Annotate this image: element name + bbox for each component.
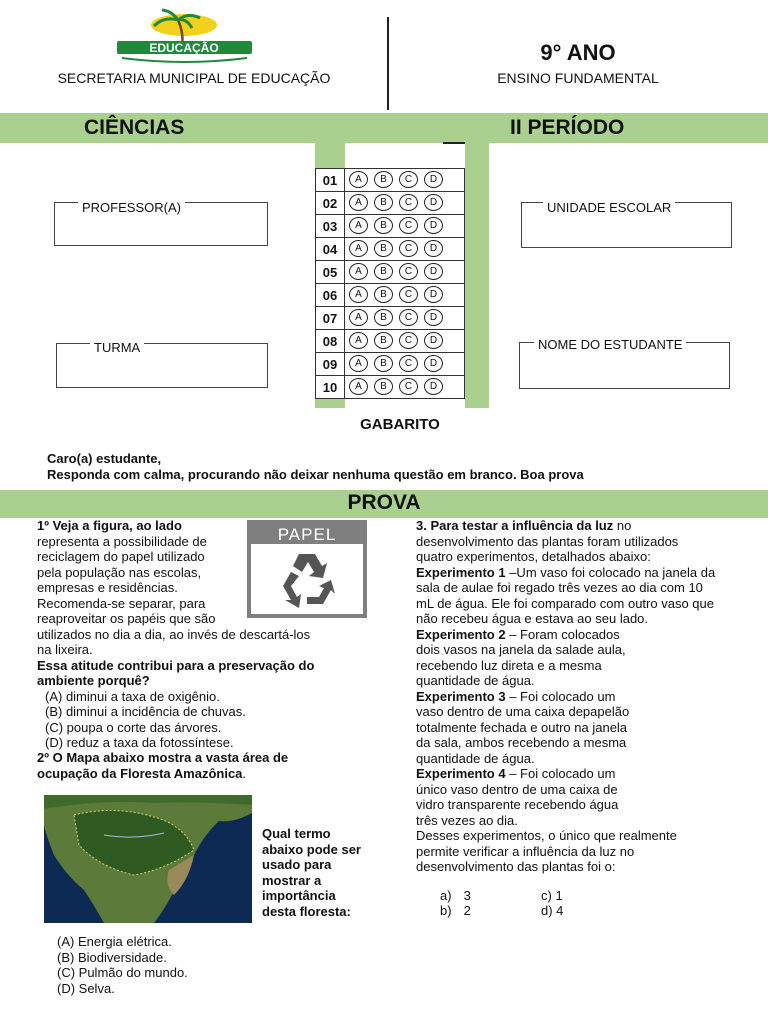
answer-row (316, 169, 465, 192)
q2-option-d[interactable]: (D) Selva. (57, 980, 115, 996)
q3-experiment-2-label: Experimento 2 (416, 626, 506, 642)
q3-conclusion-line: Desses experimentos, o único que realmente (416, 828, 677, 843)
answer-row-number: 05 (316, 261, 345, 284)
q3-experiment-1-line: sala de aulae foi regado três vezes ao dia com 10 (416, 580, 703, 595)
answer-bubble-b[interactable]: B (374, 240, 393, 257)
answer-bubble-c[interactable]: C (399, 240, 418, 257)
q3-experiment-4-line: único vaso dentro de uma caixa de (416, 781, 618, 797)
paper-label: PAPEL (277, 525, 337, 544)
greeting-line-1: Caro(a) estudante, (47, 451, 162, 466)
q2-option-a[interactable]: (A) Energia elétrica. (57, 934, 172, 949)
q2-side-line: mostrar a (262, 872, 322, 888)
q1-title: 1º Veja a figura, ao lado (37, 518, 182, 533)
answer-bubble-c[interactable]: C (399, 332, 418, 349)
student-name-label: NOME DO ESTUDANTE (534, 337, 686, 352)
answer-bubble-a[interactable]: A (349, 286, 368, 303)
q3-option-d[interactable]: d) 4 (541, 903, 564, 918)
period-underline (443, 142, 465, 144)
answer-bubble-d[interactable]: D (424, 332, 443, 349)
q1-text-line: representa a possibilidade de (37, 533, 207, 549)
q3-experiment-1-line: mL de água. Ele foi comparado com outro vaso que (416, 595, 714, 611)
answer-bubble-a[interactable]: A (349, 355, 368, 372)
answer-row-number: 07 (316, 307, 345, 330)
answer-bubble-d[interactable]: D (424, 171, 443, 188)
q1-option-c[interactable]: (C) poupa o corte das árvores. (45, 719, 222, 735)
answer-options (345, 169, 465, 192)
q2-title-line-1: 2º O Mapa abaixo mostra a vasta área de (37, 750, 289, 765)
q3-experiment-3-line: da sala, ambos recebendo a mesma (416, 735, 627, 750)
q1-option-d[interactable]: (D) reduz a taxa da fotossíntese. (45, 735, 234, 750)
answer-bubble-c[interactable]: C (399, 378, 418, 395)
answer-bubble-b[interactable]: B (374, 355, 393, 372)
answer-bubble-d[interactable]: D (424, 309, 443, 326)
answer-row-number: 03 (316, 215, 345, 238)
q1-text-line: na lixeira. (37, 642, 93, 657)
answer-bubble-d[interactable]: D (424, 263, 443, 280)
answer-row-number: 01 (316, 169, 345, 192)
q1-text-line: reaproveitar os papéis que são (37, 611, 216, 626)
q3-option-c[interactable]: c) 1 (541, 888, 563, 903)
q3-experiment-1-text: –Um vaso foi colocado na janela da (505, 564, 716, 580)
answer-row (316, 261, 465, 284)
answer-bubble-b[interactable]: B (374, 194, 393, 211)
q3-experiment-3-line: quantidade de água. (416, 750, 535, 766)
q3-option-a-value: 3 (463, 888, 471, 903)
q3-conclusion-line: permite verificar a influência da luz no (416, 843, 635, 859)
answer-bubble-a[interactable]: A (349, 378, 368, 395)
q3-experiment-4-line: vidro transparente recebendo água (416, 797, 619, 812)
answer-bubble-a[interactable]: A (349, 263, 368, 280)
answer-bubble-a[interactable]: A (349, 309, 368, 326)
answer-options (345, 238, 465, 261)
q2-side-question (262, 826, 382, 919)
unidade-escolar-label: UNIDADE ESCOLAR (543, 200, 675, 215)
answer-bubble-b[interactable]: B (374, 378, 393, 395)
q3-experiment-3-line: totalmente fechada e outro na janela (416, 719, 628, 735)
q3-intro-line: quatro experimentos, detalhados abaixo: (416, 549, 651, 564)
answer-options (345, 307, 465, 330)
answer-row-number: 10 (316, 376, 345, 399)
q3-experiment-4-line: três vezes ao dia. (416, 812, 518, 828)
secretaria-name: SECRETARIA MUNICIPAL DE EDUCAÇÃO (57, 70, 331, 86)
answer-bubble-b[interactable]: B (374, 217, 393, 234)
answer-bubble-b[interactable]: B (374, 309, 393, 326)
greeting (47, 451, 584, 483)
answer-options (345, 353, 465, 376)
answer-bubble-b[interactable]: B (374, 332, 393, 349)
paper-recycling-image (247, 520, 367, 618)
answer-bubble-a[interactable]: A (349, 171, 368, 188)
answer-row (316, 307, 465, 330)
greeting-line-2: Responda com calma, procurando não deixar nenhuma questão em branco. Boa prova (47, 467, 584, 482)
q3-experiment-3-line: vaso dentro de uma caixa depapelão (416, 704, 630, 719)
q3-experiment-1-label: Experimento 1 (416, 564, 506, 580)
q2-options (57, 934, 257, 996)
answer-options (345, 261, 465, 284)
answer-bubble-c[interactable]: C (399, 286, 418, 303)
answer-bubble-c[interactable]: C (399, 355, 418, 372)
q1-text-line: utilizados no dia a dia, ao invés de descartá-los (37, 626, 311, 642)
question-3 (416, 518, 746, 875)
answer-row-number: 06 (316, 284, 345, 307)
answer-row-number: 04 (316, 238, 345, 261)
turma-field[interactable] (56, 343, 268, 388)
q3-experiment-2-text: – Foram colocados (505, 626, 620, 642)
q2-title-period: . (242, 765, 247, 781)
q3-experiment-4-label: Experimento 4 (416, 766, 506, 781)
q3-experiment-2-line: quantidade de água. (416, 673, 535, 688)
education-level: ENSINO FUNDAMENTAL (497, 70, 659, 86)
answer-row-number: 09 (316, 353, 345, 376)
answer-options (345, 192, 465, 215)
answer-bubble-d[interactable]: D (424, 217, 443, 234)
answer-bubble-c[interactable]: C (399, 171, 418, 188)
answer-row (316, 376, 465, 399)
grade-title: 9° ANO (540, 40, 616, 65)
answer-bubble-b[interactable]: B (374, 171, 393, 188)
exam-title: PROVA (347, 491, 421, 514)
q3-title-rest: no (613, 518, 632, 533)
q2-side-line: desta floresta: (262, 903, 351, 919)
answer-bubble-c[interactable]: C (399, 263, 418, 280)
q3-experiment-1-line: não recebeu água e estava ao seu lado. (416, 611, 649, 626)
q3-experiment-2-line: recebendo luz direta e a mesma (416, 657, 602, 673)
q1-text-line: reciclagem do papel utilizado (37, 549, 205, 564)
logo-text: EDUCAÇÃO (149, 41, 219, 55)
answer-bubble-b[interactable]: B (374, 263, 393, 280)
answer-grid (315, 168, 465, 399)
q1-question: Essa atitude contribui para a preservação do (37, 657, 315, 673)
answer-bubble-c[interactable]: C (399, 309, 418, 326)
q2-side-line: importância (262, 888, 336, 903)
question-2-title (37, 750, 377, 781)
answer-options (345, 215, 465, 238)
answer-bubble-d[interactable]: D (424, 194, 443, 211)
q2-side-line: abaixo pode ser (262, 841, 361, 857)
answer-row-number: 02 (316, 192, 345, 215)
answer-bubble-a[interactable]: A (349, 332, 368, 349)
q3-intro-line: desenvolvimento das plantas foram utilizados (416, 533, 679, 549)
q3-title: 3. Para testar a influência da luz (416, 518, 614, 533)
answer-bubble-d[interactable]: D (424, 378, 443, 395)
q1-text-line: pela população nas escolas, (37, 564, 202, 580)
answer-row-number: 08 (316, 330, 345, 353)
answer-grid-title: GABARITO (360, 416, 440, 433)
professor-label: PROFESSOR(A) (78, 200, 185, 215)
grid-frame-right (465, 143, 489, 408)
q3-option-a-letter: a) (440, 888, 452, 903)
answer-bubble-d[interactable]: D (424, 240, 443, 257)
q3-option-b-letter: b) (440, 903, 452, 918)
answer-options (345, 376, 465, 399)
answer-row (316, 353, 465, 376)
subject-title: CIÊNCIAS (84, 116, 185, 139)
amazon-satellite-map (44, 795, 252, 923)
q1-text-line: Recomenda-se separar, para (37, 595, 206, 611)
q1-option-b[interactable]: (B) diminui a incidência de chuvas. (45, 704, 246, 719)
answer-bubble-a[interactable]: A (349, 240, 368, 257)
answer-row (316, 238, 465, 261)
answer-bubble-d[interactable]: D (424, 286, 443, 303)
q3-experiment-2-line: dois vasos na janela da salade aula, (416, 642, 626, 657)
answer-bubble-b[interactable]: B (374, 286, 393, 303)
q3-option-b-value: 2 (463, 903, 471, 918)
q2-side-line: usado para (262, 857, 332, 872)
q2-option-c[interactable]: (C) Pulmão do mundo. (57, 965, 188, 980)
q1-text-line: empresas e residências. (37, 580, 178, 595)
secretaria-logo (112, 8, 257, 66)
q2-side-line: Qual termo (262, 826, 331, 841)
q3-experiment-4-text: – Foi colocado um (505, 766, 616, 781)
answer-options (345, 330, 465, 353)
answer-bubble-c[interactable]: C (399, 194, 418, 211)
answer-bubble-d[interactable]: D (424, 355, 443, 372)
q3-experiment-3-label: Experimento 3 (416, 688, 506, 704)
q1-option-a[interactable]: (A) diminui a taxa de oxigênio. (45, 688, 220, 704)
q3-experiment-3-text: – Foi colocado um (505, 688, 616, 704)
answer-row (316, 284, 465, 307)
answer-row (316, 215, 465, 238)
answer-bubble-a[interactable]: A (349, 217, 368, 234)
turma-label: TURMA (90, 340, 144, 355)
q1-question: ambiente porquê? (37, 673, 150, 688)
answer-options (345, 284, 465, 307)
q2-option-b[interactable]: (B) Biodiversidade. (57, 949, 167, 965)
period-title: II PERÍODO (510, 116, 625, 139)
answer-row (316, 330, 465, 353)
answer-bubble-a[interactable]: A (349, 194, 368, 211)
q2-title-line-2: ocupação da Floresta Amazônica (37, 765, 243, 781)
answer-row (316, 192, 465, 215)
q3-conclusion-line: desenvolvimento das plantas foi o: (416, 859, 616, 874)
answer-bubble-c[interactable]: C (399, 217, 418, 234)
